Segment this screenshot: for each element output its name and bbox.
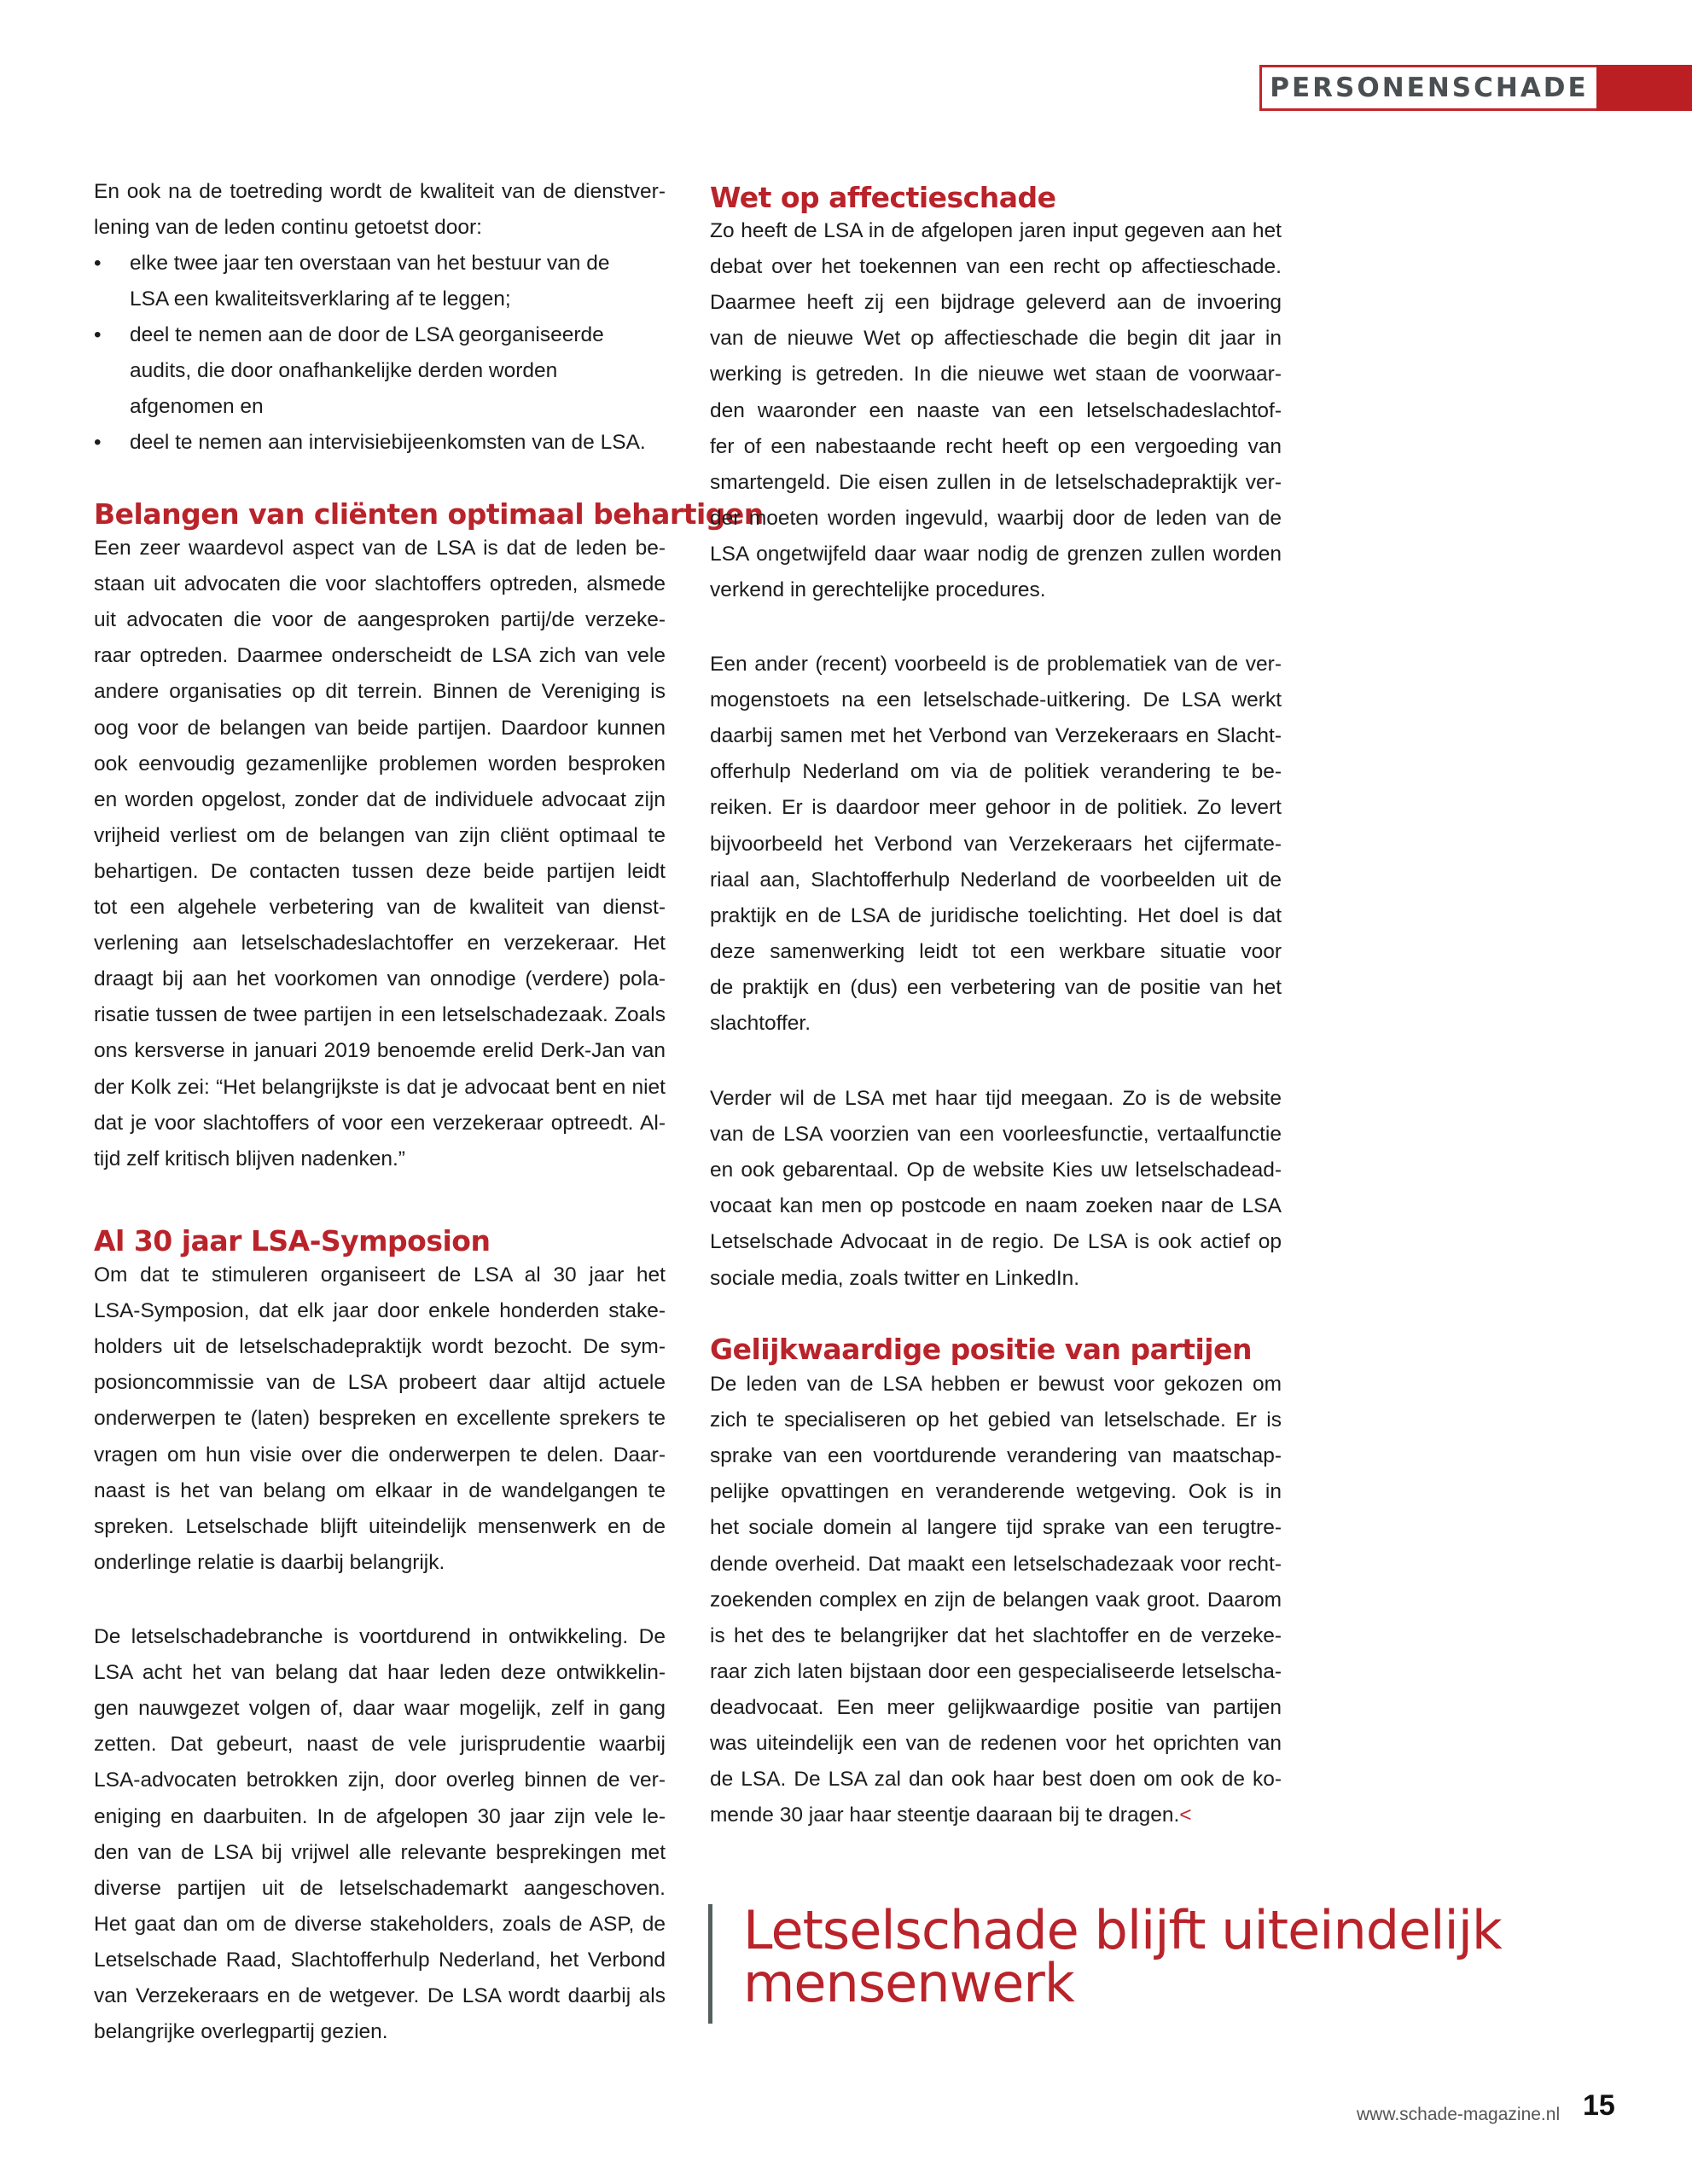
bullet-text: elke twee jaar ten overstaan van het bestuur van de xyxy=(130,252,610,275)
bullet-icon: • xyxy=(94,252,102,275)
body-line xyxy=(710,652,1282,677)
body-line-text: LSA acht het van belang dat haar leden deze ontwikkelin- xyxy=(94,1661,666,1685)
pull-quote-line: mensenwerk xyxy=(743,1952,1074,2014)
body-line-text: oog voor de belangen van beide partijen. Daardoor kunnen xyxy=(94,716,666,740)
body-line xyxy=(710,254,1282,280)
body-line-text: vrijheid verliest om de belangen van zijn cliënt optimaal te xyxy=(94,823,666,847)
body-line-text: sociale media, zoals twitter en LinkedIn. xyxy=(710,1266,1080,1290)
body-line xyxy=(94,572,666,597)
body-line-text: werking is getreden. In die nieuwe wet staan de voorwaar- xyxy=(710,363,1282,386)
section-label: PERSONENSCHADE xyxy=(1270,73,1589,103)
body-line-text: debat over het toekennen van een recht op affectieschade. xyxy=(710,255,1282,279)
footer-website-link[interactable]: www.schade-magazine.nl xyxy=(1357,2105,1561,2124)
bullet-text: deel te nemen aan de door de LSA georganiseerde xyxy=(130,323,604,346)
body-line xyxy=(710,795,1282,821)
body-line-text: LSA ongetwijfeld daar waar nodig de grenzen zullen worden xyxy=(710,542,1282,566)
body-line-text: De leden van de LSA hebben er bewust voor gekozen om xyxy=(710,1373,1282,1396)
body-line xyxy=(710,759,1282,785)
body-line-text: belangrijke overlegpartij gezien. xyxy=(94,2020,388,2044)
body-line xyxy=(94,716,666,741)
bullet-item-continued: audits, die door onafhankelijke derden worden xyxy=(130,359,558,382)
body-line xyxy=(710,1158,1282,1183)
section-label-box xyxy=(1259,65,1596,111)
body-line xyxy=(710,218,1282,244)
body-line xyxy=(94,1840,666,1866)
body-line-text: raar optreden. Daarmee onderscheidt de LSA zich van vele xyxy=(94,644,666,668)
body-line-text: diverse partijen uit de letselschademarkt aangeschoven. xyxy=(94,1876,666,1900)
body-line xyxy=(94,1514,666,1540)
pull-quote xyxy=(708,1899,1562,2024)
body-line xyxy=(94,967,666,992)
body-line xyxy=(710,542,1282,567)
body-line-text: offerhulp Nederland om via de politiek verandering te be- xyxy=(710,760,1282,784)
body-line-text: de praktijk en (dus) een verbetering van de positie van het xyxy=(710,975,1282,999)
body-line xyxy=(710,1372,1282,1397)
body-line xyxy=(710,1515,1282,1541)
body-line xyxy=(94,1002,666,1028)
body-line-text: Verder wil de LSA met haar tijd meegaan. Zo is de website xyxy=(710,1087,1282,1110)
body-line xyxy=(94,1696,666,1722)
body-line xyxy=(94,1298,666,1324)
body-line xyxy=(710,1408,1282,1433)
body-line xyxy=(710,1266,1282,1292)
body-line-text: mende 30 jaar haar steentje daaraan bij te dragen. xyxy=(710,1804,1180,1827)
body-line xyxy=(94,931,666,956)
pull-quote-line: Letselschade blijft uiteindelijk xyxy=(743,1899,1502,1961)
body-line xyxy=(710,688,1282,713)
body-line xyxy=(94,1948,666,1973)
body-line-text: was uiteindelijk een van de redenen voor het oprichten van xyxy=(710,1732,1282,1755)
body-line xyxy=(710,1659,1282,1685)
body-line-text: staan uit advocaten die voor slachtoffers optreden, alsmede xyxy=(94,572,666,596)
body-line xyxy=(94,787,666,813)
body-line-text: eniging en daarbuiten. In de afgelopen 30 jaar zijn vele le- xyxy=(94,1804,666,1828)
body-line xyxy=(710,868,1282,893)
body-line xyxy=(94,1550,666,1576)
body-line-text: dende overheid. Dat maakt een letselschadezaak voor recht- xyxy=(710,1552,1282,1576)
body-line-text: Een ander (recent) voorbeeld is de problematiek van de ver- xyxy=(710,653,1282,676)
body-line xyxy=(94,1876,666,1902)
body-line-text: daarbij samen met het Verbond van Verzekeraars en Slacht- xyxy=(710,724,1282,748)
body-line-text: Het gaat dan om de diverse stakeholders, zoals de ASP, de xyxy=(94,1912,666,1936)
body-line-text: der moeten worden ingevuld, waarbij door de leden van de xyxy=(710,506,1282,530)
body-line-text: de LSA. De LSA zal dan ook haar best doen om ook de ko- xyxy=(710,1768,1282,1792)
body-line-text: onderlinge relatie is daarbij belangrijk. xyxy=(94,1550,445,1574)
section-heading: Wet op affectieschade xyxy=(710,181,1056,214)
body-line-text: De letselschadebranche is voortdurend in ontwikkeling. De xyxy=(94,1625,666,1648)
body-line xyxy=(710,723,1282,749)
bullet-text: deel te nemen aan intervisiebijeenkomsten van de LSA. xyxy=(130,431,646,454)
body-line xyxy=(94,1334,666,1360)
body-line xyxy=(94,823,666,849)
body-line-text: behartigen. De contacten tussen deze beide partijen leidt xyxy=(94,859,666,883)
body-line-text: is het des te belangrijker dat het slachtoffer en de verzeke- xyxy=(710,1623,1282,1647)
body-line-text: bijvoorbeeld het Verbond van Verzekeraars het cijfermate- xyxy=(710,832,1282,856)
body-line-text: van de nieuwe Wet op affectieschade die begin dit jaar in xyxy=(710,327,1282,351)
body-line xyxy=(94,607,666,633)
body-line-text: smartengeld. Die eisen zullen in de letselschadepraktijk ver- xyxy=(710,470,1282,494)
body-line xyxy=(94,2019,666,2045)
body-line-text: der Kolk zei: “Het belangrijkste is dat je advocaat bent en niet xyxy=(94,1075,666,1099)
body-line xyxy=(94,1443,666,1468)
body-line-text: draagt bij aan het voorkomen van onnodige (verdere) pola- xyxy=(94,967,666,991)
body-line xyxy=(710,1767,1282,1792)
body-line-text: Letselschade Advocaat in de regio. De LSA is ook actief op xyxy=(710,1230,1282,1254)
body-line-text: vragen om hun visie over die onderwerpen te delen. Daar- xyxy=(94,1443,666,1467)
body-line xyxy=(710,1695,1282,1721)
body-line xyxy=(94,1478,666,1504)
body-line-text: ons kersverse in januari 2019 benoemde erelid Derk-Jan van xyxy=(94,1039,666,1063)
body-line-text: raar zich laten bijstaan door een gespecialiseerde letselscha- xyxy=(710,1659,1282,1683)
body-line xyxy=(710,290,1282,316)
intro-line: En ook na de toetreding wordt de kwaliteit van de dienstver- xyxy=(94,180,666,203)
body-line xyxy=(710,362,1282,387)
body-line xyxy=(94,1804,666,1830)
body-line-text: slachtoffer. xyxy=(710,1012,811,1035)
body-line-text: zetten. Dat gebeurt, naast de vele jurisprudentie waarbij xyxy=(94,1733,666,1757)
body-line xyxy=(710,1479,1282,1505)
section-heading: Gelijkwaardige positie van partijen xyxy=(710,1333,1252,1366)
body-line xyxy=(710,832,1282,857)
body-line-text: reiken. Er is daardoor meer gehoor in de politiek. Zo levert xyxy=(710,796,1282,820)
body-line-text: Om dat te stimuleren organiseert de LSA al 30 jaar het xyxy=(94,1263,666,1287)
body-line-text: onderwerpen te (laten) bespreken en excellente sprekers te xyxy=(94,1407,666,1431)
body-line xyxy=(710,1011,1282,1037)
body-line-text: riaal aan, Slachtofferhulp Nederland de voorbeelden uit de xyxy=(710,868,1282,892)
bullet-item-continued: LSA een kwaliteitsverklaring af te leggen; xyxy=(130,288,511,311)
body-line-text: holders uit de letselschadepraktijk wordt bezocht. De sym- xyxy=(94,1335,666,1359)
body-line-text: risatie tussen de twee partijen in een letselschadezaak. Zoals xyxy=(94,1003,666,1027)
bullet-item-continued: afgenomen en xyxy=(130,395,264,418)
body-line-text: Daarmee heeft zij een bijdrage geleverd aan de invoering xyxy=(710,291,1282,315)
body-line-text: andere organisaties op dit terrein. Binnen de Vereniging is xyxy=(94,680,666,704)
body-line-text: verkend in gerechtelijke procedures. xyxy=(710,578,1046,601)
body-line xyxy=(710,578,1282,603)
body-line xyxy=(94,1624,666,1650)
body-line xyxy=(710,1086,1282,1112)
body-line xyxy=(94,859,666,885)
body-line xyxy=(710,975,1282,1001)
body-line xyxy=(94,1075,666,1101)
body-line xyxy=(710,434,1282,460)
body-line xyxy=(94,1263,666,1288)
bullet-item xyxy=(94,430,666,456)
body-line-text: praktijk en de LSA de juridische toelichting. Het doel is dat xyxy=(710,903,1282,927)
body-line-text: zich te specialiseren op het gebied van letselschade. Er is xyxy=(710,1409,1282,1432)
bullet-icon: • xyxy=(94,323,102,346)
body-line xyxy=(710,939,1282,965)
body-line-text: mogenstoets na een letselschade-uitkering. De LSA werkt xyxy=(710,688,1282,712)
body-line-text: deadvocaat. Een meer gelijkwaardige positie van partijen xyxy=(710,1695,1282,1719)
body-line xyxy=(94,1768,666,1793)
body-line xyxy=(94,1111,666,1136)
body-line-text: LSA-advocaten betrokken zijn, door overleg binnen de ver- xyxy=(94,1769,666,1792)
body-line xyxy=(94,643,666,669)
body-line-text: van Verzekeraars en de wetgever. De LSA wordt daarbij als xyxy=(94,1984,666,2007)
body-line xyxy=(94,1370,666,1396)
body-line xyxy=(710,1623,1282,1649)
body-line xyxy=(94,1732,666,1757)
body-line-text: gen nauwgezet volgen of, daar waar mogelijk, zelf in gang xyxy=(94,1697,666,1721)
body-line-text: en worden opgelost, zonder dat de individuele advocaat zijn xyxy=(94,787,666,811)
body-line xyxy=(94,1984,666,2009)
body-line xyxy=(710,1731,1282,1757)
body-line xyxy=(710,903,1282,929)
section-heading: Belangen van cliënten optimaal behartigen xyxy=(94,497,764,531)
body-line xyxy=(94,1912,666,1937)
body-line-text: tot een algehele verbetering van de kwaliteit van dienst- xyxy=(94,896,666,919)
body-line-text: tijd zelf kritisch blijven nadenken.” xyxy=(94,1147,405,1170)
body-line xyxy=(710,1552,1282,1577)
body-line-text: van de LSA voorzien van een voorleesfunctie, vertaalfunctie xyxy=(710,1123,1282,1147)
body-line xyxy=(710,1194,1282,1219)
body-line xyxy=(710,398,1282,424)
bullet-icon: • xyxy=(94,431,102,454)
body-line-text: dat je voor slachtoffers of voor een verzekeraar optreedt. Al- xyxy=(94,1111,666,1135)
body-line-text: den van de LSA bij vrijwel alle relevante besprekingen met xyxy=(94,1840,666,1864)
body-line-text: spreken. Letselschade blijft uiteindelijk mensenwerk en de xyxy=(94,1514,666,1538)
body-line-text: Een zeer waardevol aspect van de LSA is dat de leden be- xyxy=(94,537,666,560)
body-line-text: posioncommissie van de LSA probeert daar altijd actuele xyxy=(94,1371,666,1395)
body-line xyxy=(94,752,666,777)
section-heading: Al 30 jaar LSA-Symposion xyxy=(94,1224,491,1258)
body-line xyxy=(94,1147,666,1172)
body-line xyxy=(94,1406,666,1432)
bullet-item xyxy=(94,251,666,276)
body-line-text: LSA-Symposion, dat elk jaar door enkele honderden stake- xyxy=(94,1299,666,1323)
body-line-text: sprake van een voortdurende verandering van maatschap- xyxy=(710,1444,1282,1468)
body-line-text: pelijke opvattingen en veranderende wetgeving. Ook is in xyxy=(710,1480,1282,1504)
body-line-text: den waaronder een naaste van een letselschadeslachtof- xyxy=(710,398,1282,422)
body-line xyxy=(94,1038,666,1064)
body-line-text: uit advocaten die voor de aangesproken partij/de verzeke- xyxy=(94,608,666,632)
body-line-text: Zo heeft de LSA in de afgelopen jaren input gegeven aan het xyxy=(710,219,1282,242)
body-line-text: en ook gebarentaal. Op de website Kies uw letselschadead- xyxy=(710,1159,1282,1182)
body-line xyxy=(710,1443,1282,1469)
body-line xyxy=(94,895,666,921)
body-line xyxy=(94,536,666,561)
body-line-text: het sociale domein al langere tijd sprake van een terugtre- xyxy=(710,1516,1282,1540)
body-line-text: fer of een nabestaande recht heeft op een vergoeding van xyxy=(710,434,1282,458)
body-line xyxy=(710,470,1282,496)
body-line xyxy=(710,326,1282,351)
intro-line: lening van de leden continu getoetst door: xyxy=(94,216,482,239)
body-line xyxy=(94,679,666,705)
bullet-item xyxy=(94,322,666,348)
body-line xyxy=(710,1588,1282,1613)
body-line-text: Letselschade Raad, Slachtofferhulp Nederland, het Verbond xyxy=(94,1948,666,1972)
body-line-text: naast is het van belang om elkaar in de wandelgangen te xyxy=(94,1478,666,1502)
section-accent-block xyxy=(1596,65,1692,111)
body-line-text: vocaat kan men op postcode en naam zoeken naar de LSA xyxy=(710,1194,1282,1218)
body-line xyxy=(94,1660,666,1686)
body-line xyxy=(710,1229,1282,1255)
body-line xyxy=(710,1803,1282,1828)
body-line xyxy=(710,1122,1282,1147)
body-line-text: zoekenden complex en zijn de belangen vaak groot. Daarom xyxy=(710,1588,1282,1612)
body-line-text: verlening aan letselschadeslachtoffer en verzekeraar. Het xyxy=(94,932,666,956)
body-line-text: ook eenvoudig gezamenlijke problemen worden besproken xyxy=(94,752,666,775)
body-line xyxy=(710,506,1282,531)
section-tab xyxy=(1259,65,1692,109)
page-number: 15 xyxy=(1583,2089,1615,2122)
article-end-mark: < xyxy=(1179,1804,1192,1827)
body-line-text: deze samenwerking leidt tot een werkbare situatie voor xyxy=(710,939,1282,963)
